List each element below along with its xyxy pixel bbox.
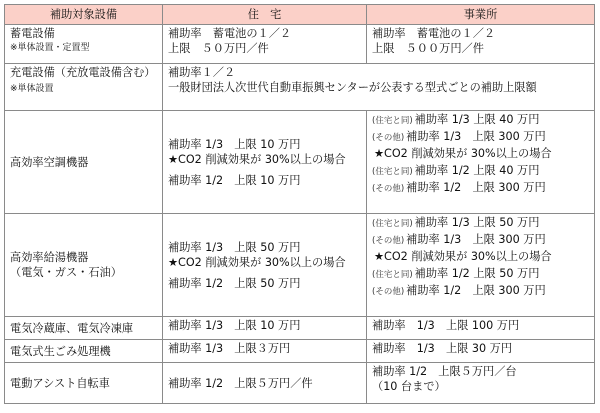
- home-line: 補助率 1/2 上限５万円／件: [168, 376, 313, 390]
- equipment-name: 蓄電設備: [10, 27, 55, 40]
- home-line: ★CO2 削減効果が 30%以上の場合: [168, 152, 346, 166]
- equipment-name: 充電設備（充放電設備含む）※単体設置: [10, 66, 156, 94]
- office-cell: [367, 340, 595, 363]
- equipment-name: 高効率給湯機器: [10, 251, 89, 264]
- home-cell: [163, 317, 367, 340]
- home-line: 補助率 1/2 上限 10 万円: [168, 173, 301, 187]
- subsidy-table: [4, 4, 595, 404]
- shared-line: 補助率１／２: [168, 66, 236, 79]
- header-equipment: 補助対象設備: [5, 5, 163, 25]
- home-line: ★CO2 削減効果が 30%以上の場合: [168, 255, 346, 269]
- home-line: 補助率 1/2 上限 50 万円: [168, 276, 301, 290]
- office-cell: [367, 363, 595, 404]
- office-cell: [367, 317, 595, 340]
- table-row: [5, 340, 595, 363]
- equipment-note: ※単体設置・定置型: [10, 43, 90, 53]
- header-office: 事業所: [367, 5, 595, 25]
- home-line: 補助率 1/3 上限 10 万円: [168, 137, 301, 151]
- office-line: (その他) 補助率 1/2 上限 300 万円: [372, 284, 546, 297]
- home-cell: [163, 340, 367, 363]
- office-line: 上限 ５００万円／件: [372, 42, 484, 55]
- equipment-name: 高効率空調機器: [10, 155, 89, 169]
- home-cell: [163, 363, 367, 404]
- equipment-name: 電気冷蔵庫、電気冷凍庫: [10, 321, 134, 335]
- office-line: (住宅と同) 補助率 1/2 上限 40 万円: [372, 164, 540, 177]
- home-line: 補助率 1/3 上限３万円: [168, 342, 291, 355]
- home-line: 補助率 1/3 上限 10 万円: [168, 319, 301, 332]
- equipment-name: 電気式生ごみ処理機: [10, 344, 111, 358]
- equipment-cell: [5, 317, 163, 340]
- table-row: [5, 317, 595, 340]
- equipment-cell: [5, 214, 163, 317]
- header-home: 住 宅: [163, 5, 367, 25]
- table-header-row: [5, 5, 595, 25]
- equipment-cell: [5, 64, 163, 111]
- equipment-cell: [5, 111, 163, 214]
- home-cell: [163, 111, 367, 214]
- home-cell: [163, 25, 367, 64]
- equipment-cell: [5, 363, 163, 404]
- office-line: 補助率 1/3 上限 30 万円: [372, 342, 513, 355]
- office-line: ★CO2 削減効果が 30%以上の場合: [374, 250, 552, 263]
- home-cell: [163, 214, 367, 317]
- home-line: 上限 ５０万円／件: [168, 42, 269, 55]
- office-line: ★CO2 削減効果が 30%以上の場合: [374, 147, 552, 160]
- office-line: 補助率 1/2 上限５万円／台: [372, 365, 517, 378]
- office-cell: [367, 25, 595, 64]
- office-cell: [367, 111, 595, 214]
- office-line: (その他) 補助率 1/2 上限 300 万円: [372, 181, 546, 194]
- office-line: (住宅と同) 補助率 1/3 上限 50 万円: [372, 216, 540, 229]
- table-row: [5, 363, 595, 404]
- equipment-note: ※単体設置: [10, 84, 54, 94]
- table-row: [5, 25, 595, 64]
- table-row: [5, 214, 595, 317]
- office-line: 補助率 蓄電池の１／２: [372, 27, 496, 40]
- home-line: 補助率 蓄電池の１／２: [168, 27, 292, 40]
- equipment-cell: [5, 25, 163, 64]
- office-line: (その他) 補助率 1/3 上限 300 万円: [372, 233, 546, 246]
- home-line: 補助率 1/3 上限 50 万円: [168, 240, 301, 254]
- equipment-sub: （電気・ガス・石油）: [10, 266, 122, 279]
- equipment-cell: [5, 340, 163, 363]
- table-row: [5, 111, 595, 214]
- equipment-name: 電動アシスト自転車: [10, 376, 110, 390]
- office-line: (住宅と同) 補助率 1/2 上限 50 万円: [372, 267, 540, 280]
- office-line: （10 台まで）: [372, 380, 446, 393]
- office-cell: [367, 214, 595, 317]
- shared-line: 一般財団法人次世代自動車振興センターが公表する型式ごとの補助上限額: [168, 81, 537, 94]
- office-line: (住宅と同) 補助率 1/3 上限 40 万円: [372, 113, 540, 126]
- office-line: 補助率 1/3 上限 100 万円: [372, 319, 520, 332]
- office-line: (その他) 補助率 1/3 上限 300 万円: [372, 130, 546, 143]
- shared-cell: [163, 64, 595, 111]
- table-row: [5, 64, 595, 111]
